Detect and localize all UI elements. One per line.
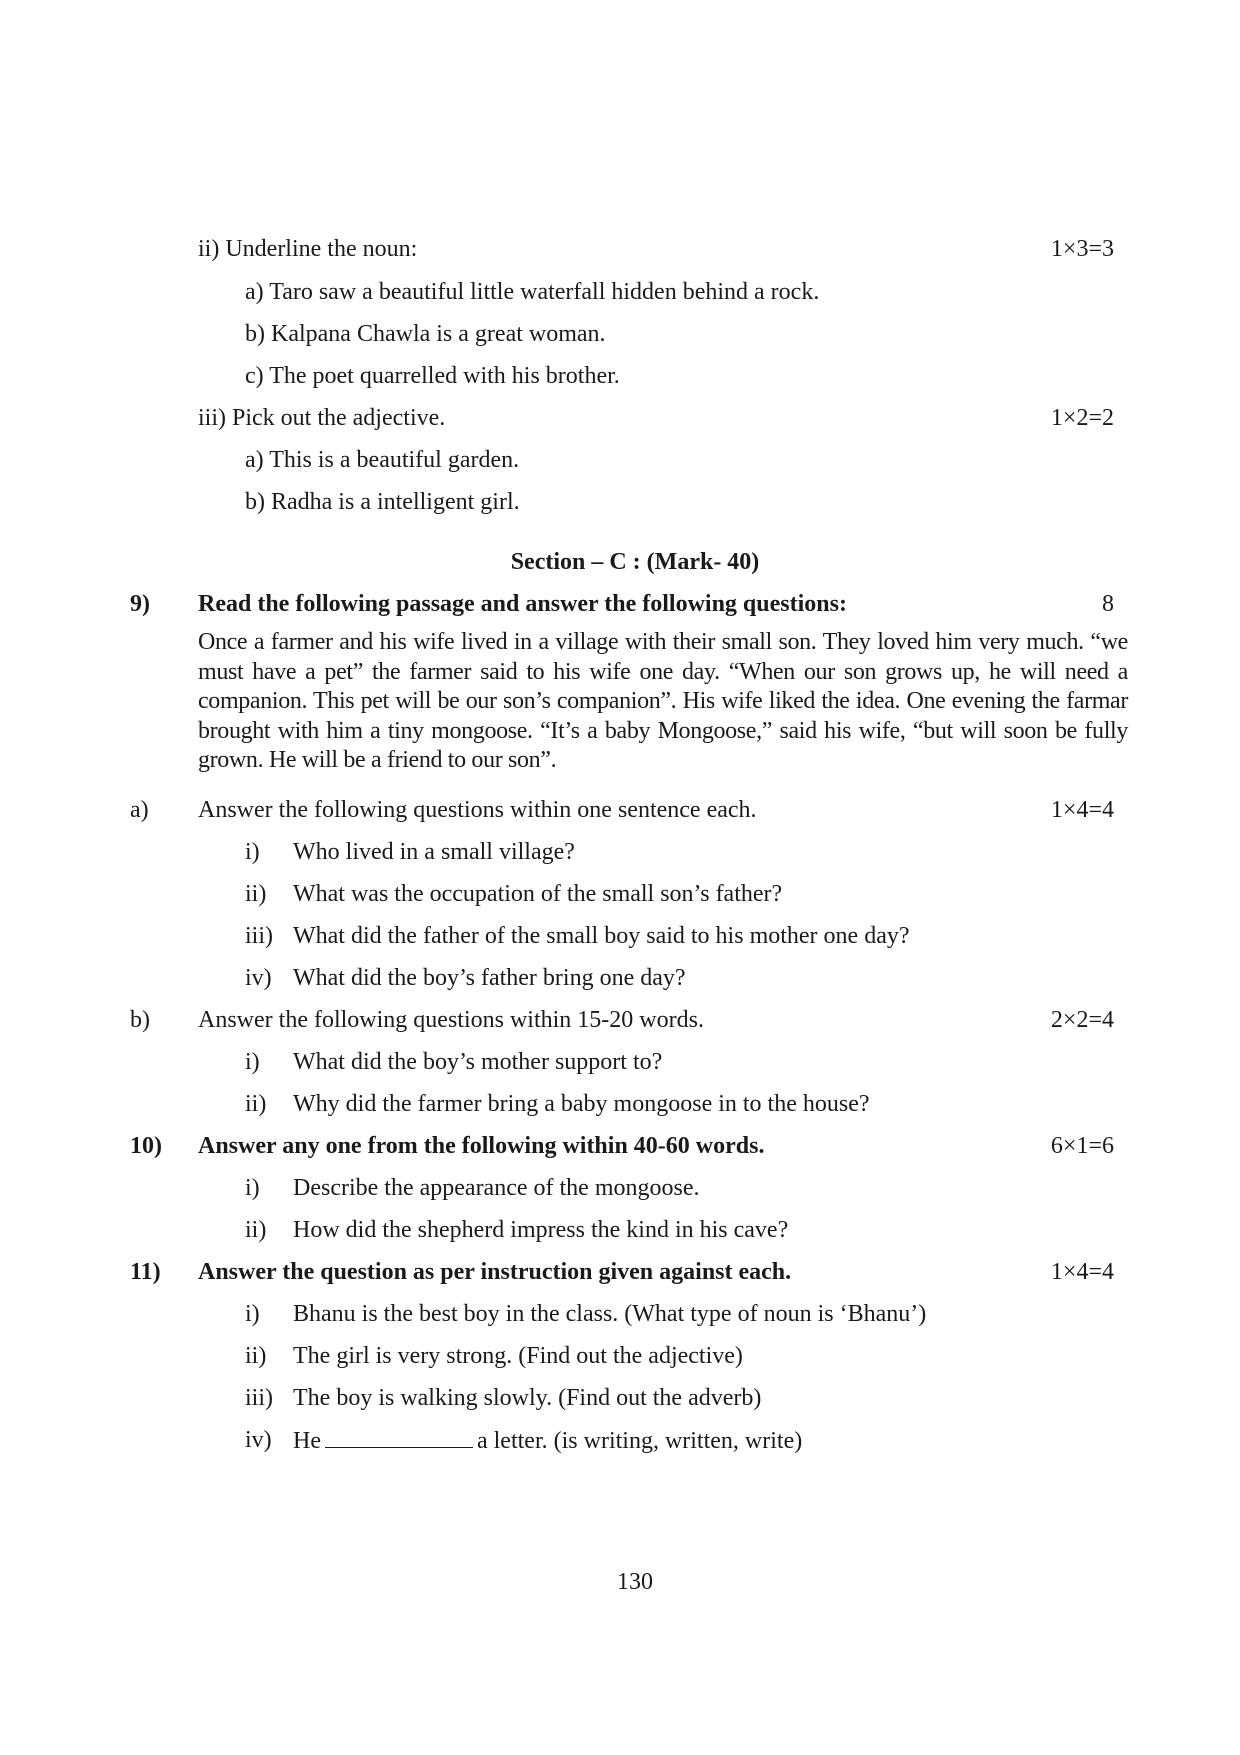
blank-suffix: a letter. (is writing, written, write) xyxy=(476,1428,803,1454)
question-text: Answer the question as per instruction given against each. xyxy=(198,1259,792,1285)
list-item: Bhanu is the best boy in the class. (What type of noun is ‘Bhanu’) xyxy=(293,1301,927,1327)
section-heading: Section – C : (Mark- 40) xyxy=(510,549,760,575)
list-item: What was the occupation of the small son’s father? xyxy=(293,881,783,907)
subpart-marks: 2×2=4 xyxy=(1050,1007,1114,1033)
noun-item: a) Taro saw a beautiful little waterfall hidden behind a rock. xyxy=(245,279,820,305)
adjective-item: b) Radha is a intelligent girl. xyxy=(245,489,520,515)
list-item-number: ii) xyxy=(245,1091,267,1117)
list-item: Who lived in a small village? xyxy=(293,839,575,865)
list-item-number: i) xyxy=(245,839,260,865)
reading-passage: Once a farmer and his wife lived in a village with their small son. They loved him very much. “we must have a pet” the farmer said to his wife one day. “When our son grows up, he will need a companion. This pet will be our son’s companion”. His wife liked the idea. One evening the farmar brought with him a tiny mongoose. “It’s a baby Mongoose,” said his wife, “but will soon be fully grown. He will be a friend to our son”. xyxy=(198,629,1128,773)
list-item: The boy is walking slowly. (Find out the adverb) xyxy=(293,1385,762,1411)
list-item-number: iv) xyxy=(245,1427,272,1453)
list-item: The girl is very strong. (Find out the adjective) xyxy=(293,1343,743,1369)
question-number: 10) xyxy=(130,1133,162,1159)
adjective-item: a) This is a beautiful garden. xyxy=(245,447,520,473)
list-item: Describe the appearance of the mongoose. xyxy=(293,1175,700,1201)
fill-in-blank-item xyxy=(293,1425,802,1456)
question-number: 9) xyxy=(130,591,150,617)
answer-blank xyxy=(325,1425,473,1448)
question-number: 11) xyxy=(130,1259,161,1285)
list-item-number: i) xyxy=(245,1301,260,1327)
list-item-number: i) xyxy=(245,1049,260,1075)
question-marks: 6×1=6 xyxy=(1050,1133,1114,1159)
question-marks: 8 xyxy=(1102,591,1114,617)
subpart-marks: 1×4=4 xyxy=(1050,797,1114,823)
list-item-number: ii) xyxy=(245,1217,267,1243)
question-text: Read the following passage and answer the following questions: xyxy=(198,591,847,617)
list-item-number: iii) xyxy=(245,923,273,949)
adjective-marks: 1×2=2 xyxy=(1050,405,1114,431)
question-marks: 1×4=4 xyxy=(1050,1259,1114,1285)
list-item: What did the father of the small boy said to his mother one day? xyxy=(293,923,910,949)
list-item-number: iii) xyxy=(245,1385,273,1411)
adjective-instruction: iii) Pick out the adjective. xyxy=(198,405,446,431)
underline-noun-instruction: ii) Underline the noun: xyxy=(198,236,418,262)
subpart-instruction: Answer the following questions within 15-20 words. xyxy=(198,1007,704,1033)
question-text: Answer any one from the following within 40-60 words. xyxy=(198,1133,765,1159)
list-item-number: ii) xyxy=(245,1343,267,1369)
list-item: What did the boy’s mother support to? xyxy=(293,1049,663,1075)
blank-prefix: He xyxy=(293,1428,321,1454)
subpart-label: a) xyxy=(130,797,149,823)
list-item-number: ii) xyxy=(245,881,267,907)
list-item-number: iv) xyxy=(245,965,272,991)
list-item: What did the boy’s father bring one day? xyxy=(293,965,686,991)
noun-item: b) Kalpana Chawla is a great woman. xyxy=(245,321,606,347)
noun-item: c) The poet quarrelled with his brother. xyxy=(245,363,620,389)
subpart-label: b) xyxy=(130,1007,150,1033)
underline-noun-marks: 1×3=3 xyxy=(1050,236,1114,262)
page-number: 130 xyxy=(617,1569,653,1595)
list-item: How did the shepherd impress the kind in his cave? xyxy=(293,1217,789,1243)
list-item-number: i) xyxy=(245,1175,260,1201)
list-item: Why did the farmer bring a baby mongoose in to the house? xyxy=(293,1091,870,1117)
subpart-instruction: Answer the following questions within one sentence each. xyxy=(198,797,757,823)
